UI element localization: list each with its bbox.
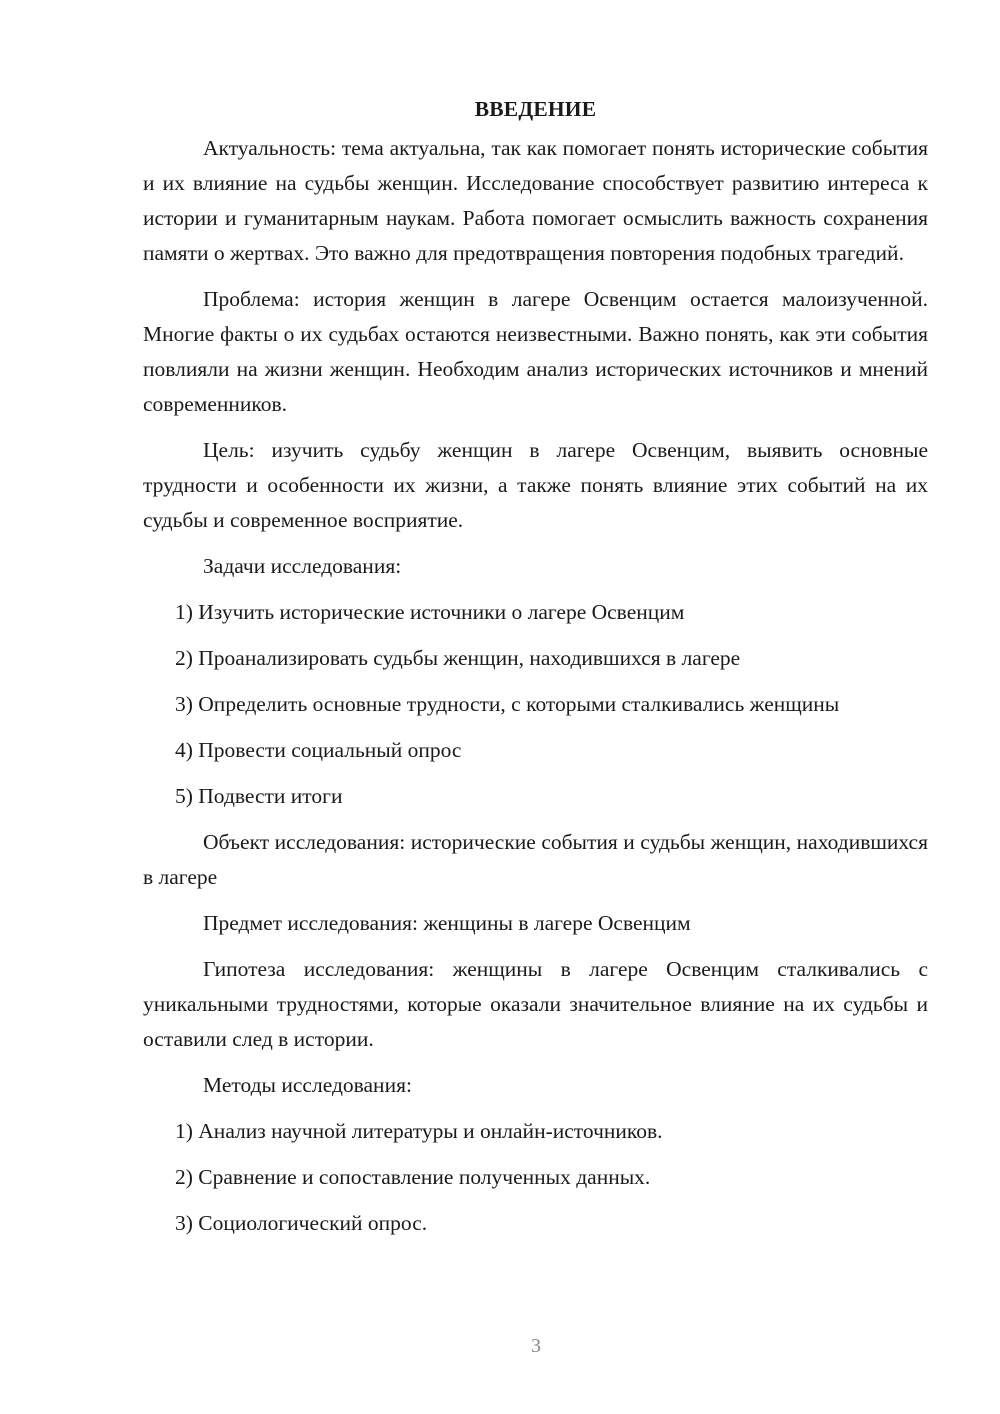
- section-title: ВВЕДЕНИЕ: [474, 97, 597, 121]
- method-item-3: 3) Социологический опрос.: [175, 1211, 428, 1235]
- object-paragraph: Объект исследования: исторические события и судьбы женщин, находившихся в лагере: [143, 830, 928, 889]
- hypothesis-paragraph: Гипотеза исследования: женщины в лагере Освенцим сталкивались с уникальными трудностями, которые оказали значительное влияние на их судьбы и оставили след в истории.: [143, 957, 928, 1051]
- task-item-3: 3) Определить основные трудности, с которыми сталкивались женщины: [175, 692, 840, 716]
- page-content: [143, 92, 928, 1252]
- task-item-5: 5) Подвести итоги: [175, 784, 343, 808]
- problem-paragraph: Проблема: история женщин в лагере Освенцим остается малоизученной. Многие факты о их судьбах остаются неизвестными. Важно понять, как эти события повлияли на жизни женщин. Необходим анализ исторических источников и мнений современников.: [143, 287, 928, 416]
- task-item-2: 2) Проанализировать судьбы женщин, находившихся в лагере: [175, 646, 741, 670]
- task-item-4: 4) Провести социальный опрос: [175, 738, 462, 762]
- relevance-paragraph: Актуальность: тема актуальна, так как помогает понять исторические события и их влияние на судьбы женщин. Исследование способствует развитию интереса к истории и гуманитарным наукам. Работа помогает осмыслить важность сохранения памяти о жертвах. Это важно для предотвращения повторения подобных трагедий.: [143, 136, 928, 265]
- subject-paragraph: Предмет исследования: женщины в лагере Освенцим: [203, 911, 691, 935]
- task-item-1: 1) Изучить исторические источники о лагере Освенцим: [175, 600, 685, 624]
- page-number: 3: [531, 1335, 541, 1357]
- method-item-2: 2) Сравнение и сопоставление полученных данных.: [175, 1165, 651, 1189]
- tasks-heading: Задачи исследования:: [203, 554, 402, 578]
- method-item-1: 1) Анализ научной литературы и онлайн-источников.: [175, 1119, 663, 1143]
- methods-heading: Методы исследования:: [203, 1073, 412, 1097]
- goal-paragraph: Цель: изучить судьбу женщин в лагере Освенцим, выявить основные трудности и особенности их жизни, а также понять влияние этих событий на их судьбы и современное восприятие.: [143, 438, 928, 532]
